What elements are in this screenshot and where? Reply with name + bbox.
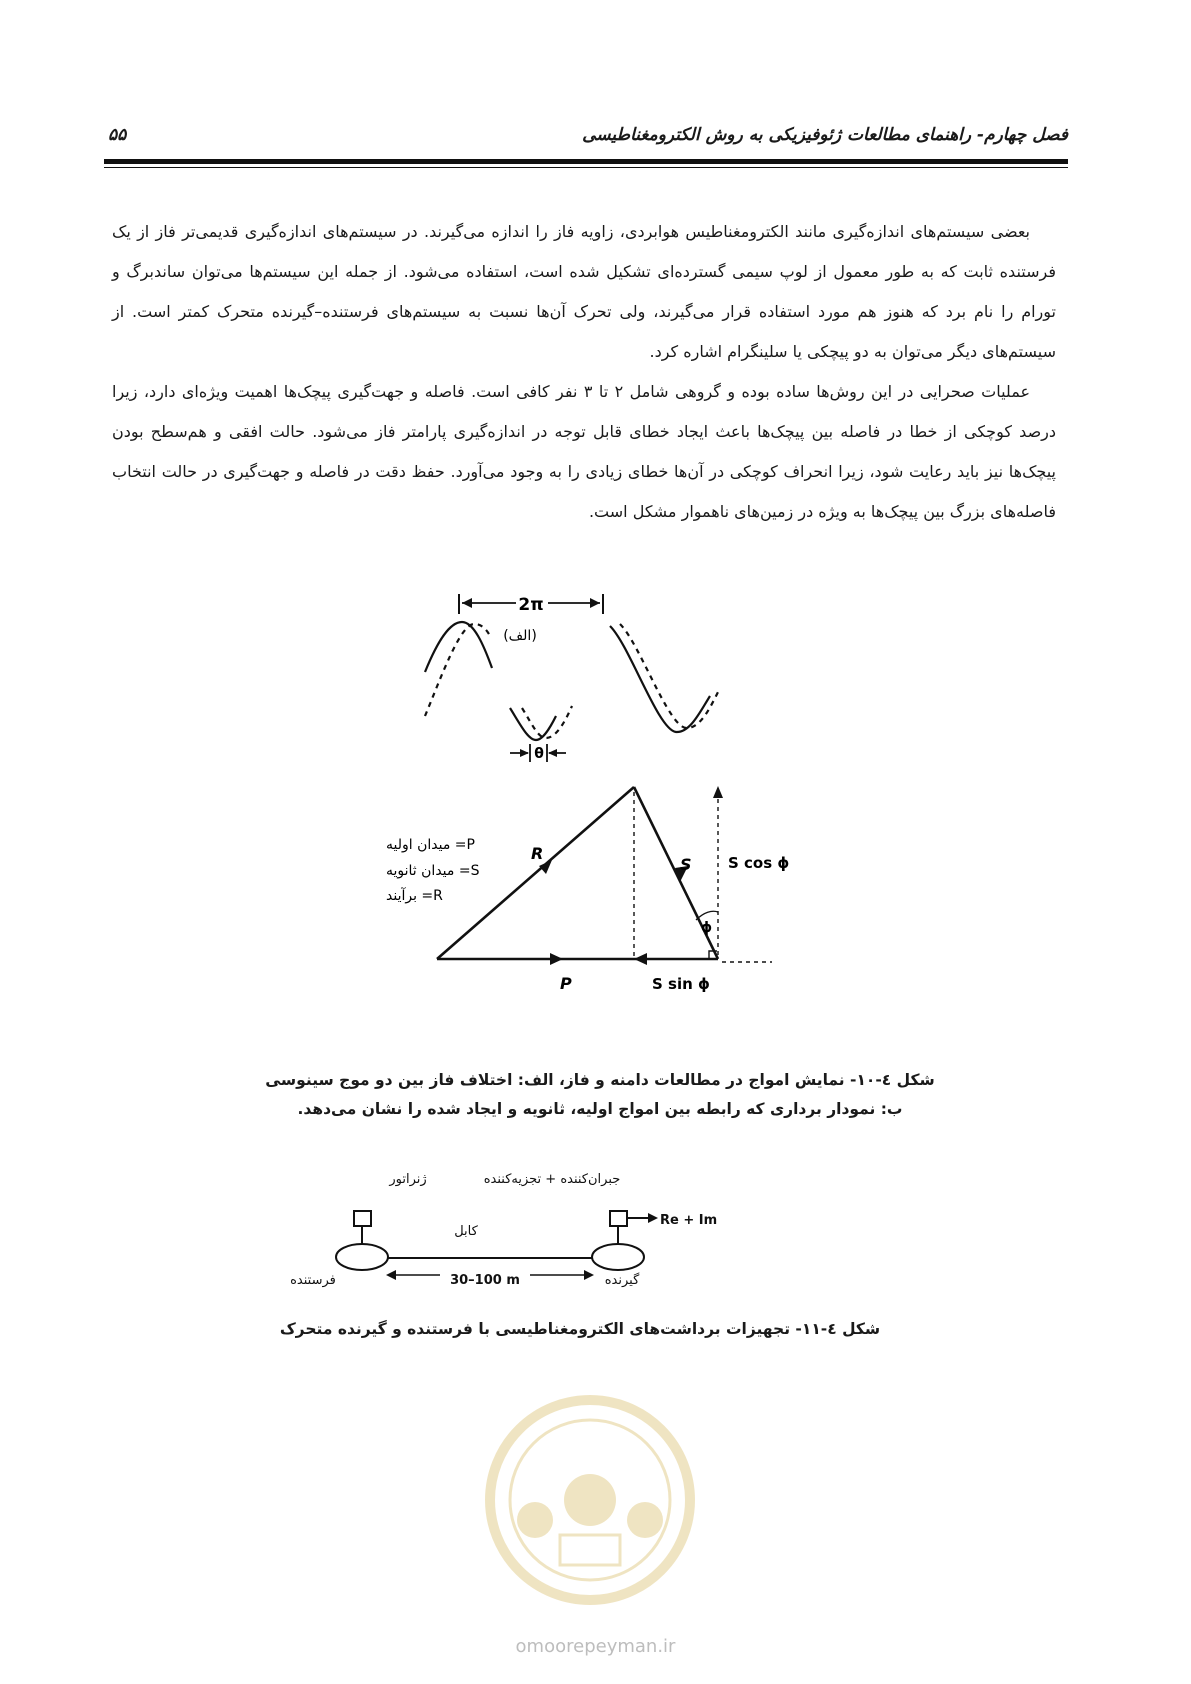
dashed-wave-right bbox=[620, 624, 718, 728]
header-rule-thick bbox=[104, 159, 1068, 164]
label-s-cos: S cos ϕ bbox=[728, 854, 790, 872]
figure-4-11 bbox=[280, 1165, 750, 1295]
legend-s: S= میدان ثانویه bbox=[386, 863, 480, 879]
output-label: Re + Im bbox=[660, 1213, 718, 1228]
compensator-label: جبران‌کننده + تجزیه‌کننده bbox=[483, 1172, 621, 1187]
label-s-sin: S sin ϕ bbox=[652, 975, 710, 993]
label-phi: ϕ bbox=[701, 920, 713, 936]
transmitter-coil bbox=[336, 1244, 388, 1270]
solid-wave-left bbox=[425, 622, 492, 672]
generator-label: ژنراتور bbox=[389, 1172, 427, 1187]
watermark-site: omoorepeyman.ir bbox=[515, 1636, 676, 1657]
distance-label: 30–100 m bbox=[450, 1273, 520, 1288]
solid-wave-right bbox=[610, 626, 710, 732]
generator-box bbox=[354, 1211, 371, 1226]
alef-label: (الف) bbox=[503, 628, 537, 644]
cable-label: کابل bbox=[454, 1224, 478, 1239]
label-p: P bbox=[560, 974, 572, 993]
caption-4-11-line1: شکل ٤-۱۱- تجهیزات برداشت‌های الکترومغناطیسی با فرستنده و گیرنده متحرک bbox=[279, 1320, 881, 1338]
solid-wave-trough bbox=[510, 708, 556, 740]
watermark-seal bbox=[470, 1380, 710, 1620]
transmitter-label: فرستنده bbox=[290, 1273, 336, 1288]
legend-r: R= برآیند bbox=[386, 888, 443, 904]
header-rule-thin bbox=[104, 167, 1068, 168]
caption-4-10-line2: ب: نمودار برداری که رابطه بین امواج اولیه، ثانویه و ایجاد شده را نشان می‌دهد. bbox=[297, 1100, 903, 1118]
theta-label: θ bbox=[534, 746, 544, 762]
paragraph-1: بعضی سیستم‌های اندازه‌گیری مانند الکترومغناطیس هوابردی، زاویه فاز را اندازه می‌گیرند. در سیستم‌های اندازه‌گیری قدیمی‌تر فاز از یک فرستنده ثابت که به طور معمول از لوپ سیمی گسترده‌ای تشکیل شده است، استفاده می‌شود. از جمله این سیستم‌ها می‌توان ساندبرگ و تورام را نام برد که هنوز هم مورد استفاده قرار می‌گیرند، ولی تحرک آن‌ها نسبت به سیستم‌های فرستنده–گیرنده متحرک کمتر است. از سیستم‌های دیگر می‌توان به دو پیچکی یا سلینگرام اشاره کرد. bbox=[112, 222, 1056, 361]
body-text bbox=[112, 212, 1056, 532]
page-number: ۵۵ bbox=[108, 125, 127, 145]
legend-p: P= میدان اولیه bbox=[386, 837, 475, 853]
dashed-wave-trough bbox=[522, 706, 572, 738]
caption-4-10-line1: شکل ٤-۱۰- نمایش امواج در مطالعات دامنه و فاز، الف: اختلاف فاز بین دو موج سینوسی bbox=[265, 1071, 935, 1089]
receiver-label: گیرنده bbox=[604, 1273, 640, 1288]
sine-waves bbox=[425, 622, 718, 740]
figure-4-10 bbox=[300, 580, 820, 1020]
caption-4-10 bbox=[240, 1066, 960, 1124]
label-r: R bbox=[531, 844, 544, 863]
paragraph-2: عملیات صحرایی در این روش‌ها ساده بوده و گروهی شامل ۲ تا ۳ نفر کافی است. فاصله و جهت‌گیری پیچک‌ها اهمیت ویژه‌ای دارد، زیرا درصد کوچکی از خطا در فاصله بین پیچک‌ها باعث ایجاد خطای قابل توجه در اندازه‌گیری پارامتر فاز می‌شود. حالت افقی و هم‌سطح بودن پیچک‌ها نیز باید رعایت شود، زیرا انحراف کوچکی در آن‌ها خطای زیادی را به وجود می‌آورد. حفظ دقت در فاصله و جهت‌گیری در حالت انتخاب فاصله‌های بزرگ بین پیچک‌ها به ویژه در زمین‌های ناهموار مشکل است. bbox=[112, 382, 1056, 521]
label-s: S bbox=[680, 855, 692, 874]
legend bbox=[386, 837, 480, 904]
receiver-box bbox=[610, 1211, 627, 1226]
running-header: فصل چهارم- راهنمای مطالعات ژئوفیزیکی به روش الکترومغناطیسی bbox=[582, 125, 1068, 145]
period-label: 2π bbox=[518, 595, 544, 615]
receiver-coil bbox=[592, 1244, 644, 1270]
caption-4-11 bbox=[250, 1315, 910, 1344]
